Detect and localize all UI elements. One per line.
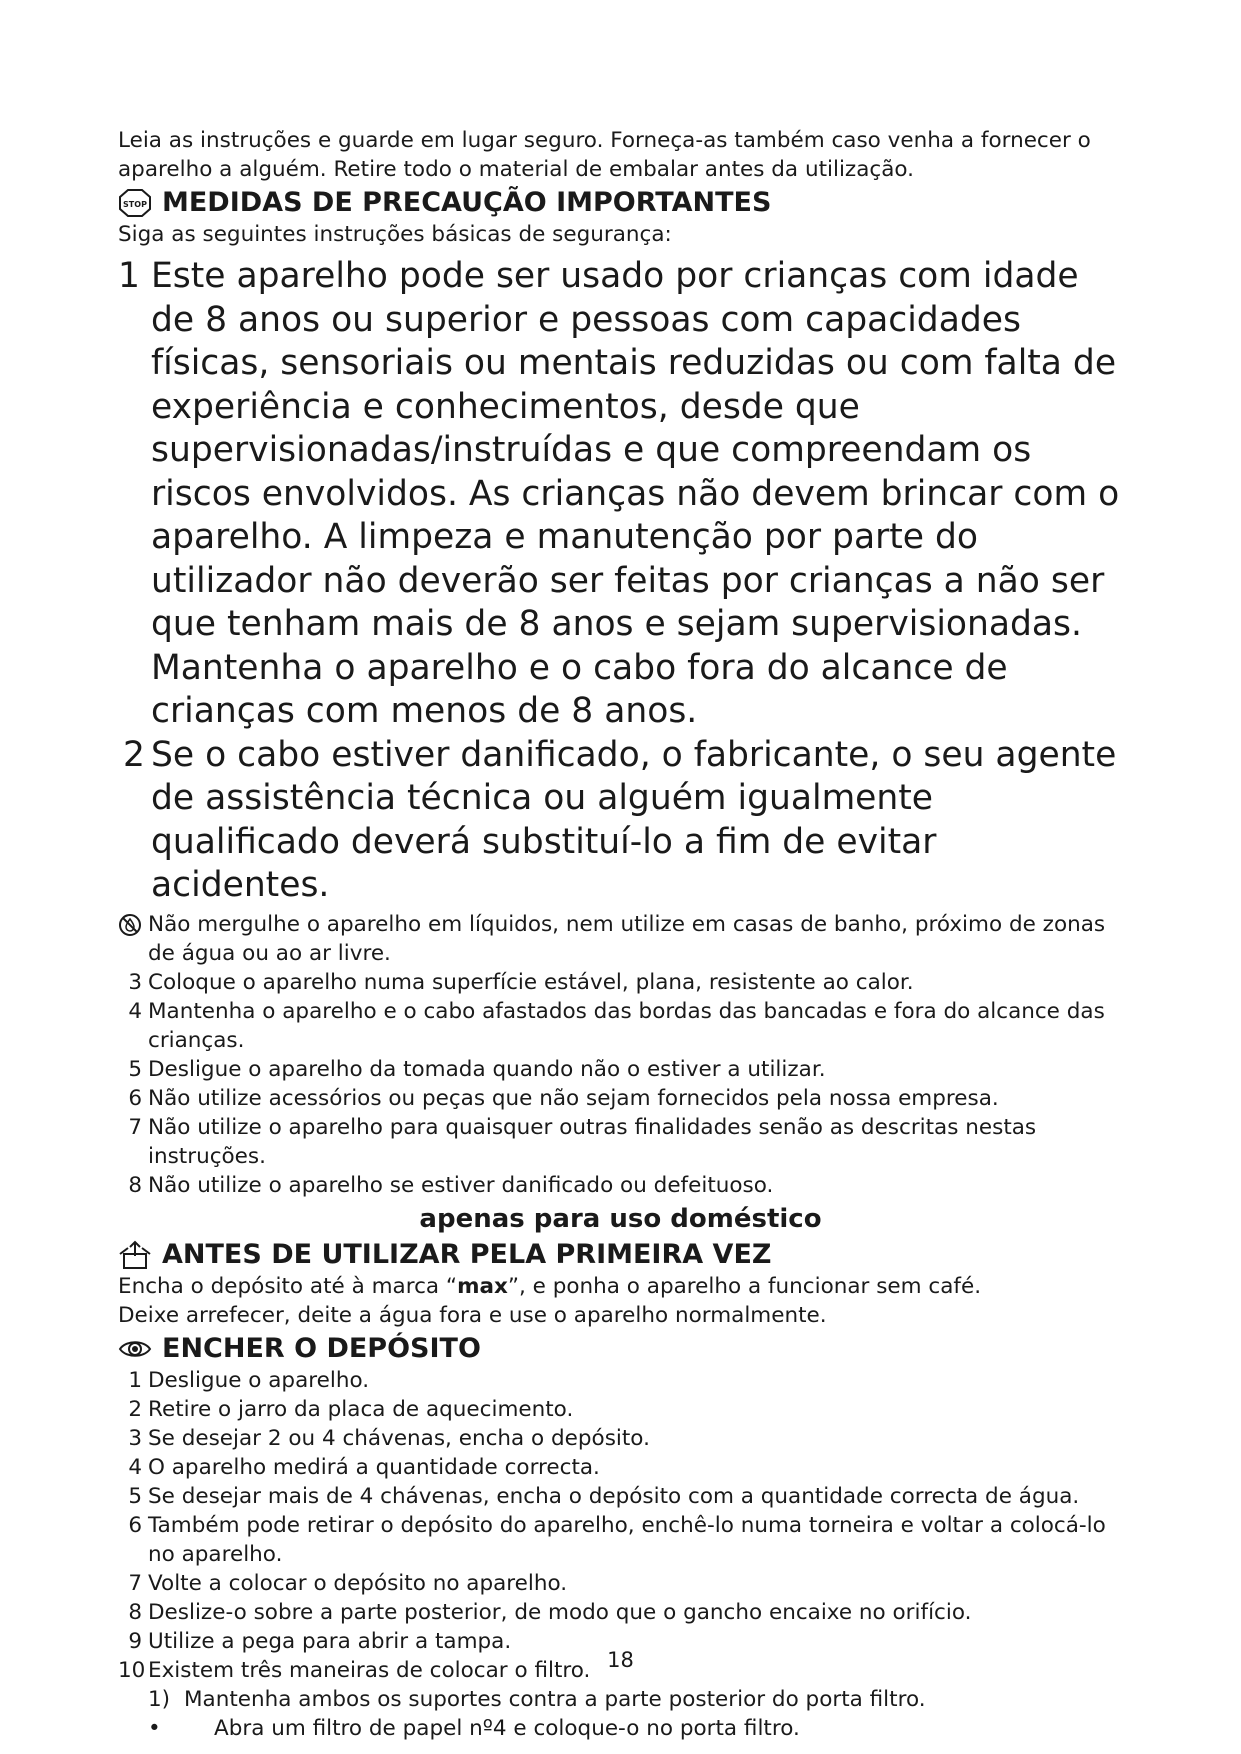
item-text: Retire o jarro da placa de aquecimento.: [148, 1396, 574, 1422]
precautions-heading: [118, 186, 1123, 220]
item-text: Utilize a pega para abrir a tampa.: [148, 1628, 512, 1654]
bullet-text: Abra um filtro de papel nº4 e coloque-o no porta filtro.: [214, 1715, 800, 1741]
item-number: 7: [128, 1570, 142, 1596]
svg-text:STOP: STOP: [123, 200, 147, 209]
item-number: 6: [128, 1085, 142, 1111]
bullet-icon: •: [148, 1715, 161, 1741]
item-text: Não utilize acessórios ou peças que não sejam fornecidos pela nossa empresa.: [148, 1085, 999, 1111]
domestic-use-notice: apenas para uso doméstico: [419, 1203, 822, 1234]
item-number: 5: [128, 1483, 142, 1509]
item-text: Coloque o aparelho numa superfície estável, plana, resistente ao calor.: [148, 969, 914, 995]
document-page: [118, 126, 1123, 1743]
unpack-box-icon: [118, 1240, 154, 1270]
item-number: 3: [128, 1425, 142, 1451]
item-number: 2: [123, 734, 145, 775]
list-item: [118, 1598, 1123, 1627]
no-water-icon: [118, 910, 148, 968]
list-item: [118, 1395, 1123, 1424]
first-use-line-1-post: ”, e ponha o aparelho a funcionar sem café.: [507, 1273, 982, 1299]
eye-icon: [118, 1334, 154, 1364]
item-number: 7: [128, 1114, 142, 1140]
item-text: Este aparelho pode ser usado por crianças com idade de 8 anos ou superior e pessoas com capacidades físicas, sensoriais ou mentais reduzidas ou com falta de experiência e conhecimentos, desde que supervisionadas/instruídas e que compreendam os riscos envolvidos. As crianças não devem brincar com o aparelho. A limpeza e manutenção por parte do utilizador não deverão ser feitas por crianças a não ser que tenham mais de 8 anos e sejam supervisionadas. Mantenha o aparelho e o cabo fora do alcance de crianças com menos de 8 anos.: [151, 256, 1120, 731]
first-use-heading: [118, 1238, 1123, 1272]
item-number: 5: [128, 1056, 142, 1082]
item-number: 6: [128, 1512, 142, 1538]
item-text: Se o cabo estiver danificado, o fabricante, o seu agente de assistência técnica ou alguém igualmente qualificado deverá substituí-lo a fim de evitar acidentes.: [151, 734, 1117, 905]
intro-line-2: aparelho a alguém. Retire todo o material de embalar antes da utilização.: [118, 157, 914, 182]
item-number: 2: [128, 1396, 142, 1422]
sub-list-item: [118, 1685, 1123, 1714]
item-number: 8: [128, 1599, 142, 1625]
item-text: Mantenha o aparelho e o cabo afastados das bordas das bancadas e fora do alcance das crianças.: [148, 998, 1105, 1053]
intro-line-1: Leia as instruções e guarde em lugar seguro. Forneça-as também caso venha a fornecer o: [118, 128, 1091, 153]
sub-item-number: 1): [148, 1686, 171, 1712]
list-item: [118, 1511, 1123, 1569]
no-water-warning: [118, 910, 1123, 968]
item-text: Se desejar 2 ou 4 chávenas, encha o depósito.: [148, 1425, 650, 1451]
item-number: 3: [128, 969, 142, 995]
list-item: [118, 1171, 1123, 1200]
item-text: Volte a colocar o depósito no aparelho.: [148, 1570, 568, 1596]
item-number: 4: [128, 998, 142, 1024]
big-item-2: [123, 734, 1123, 908]
bullet-item: [118, 1714, 1123, 1743]
fill-title: ENCHER O DEPÓSITO: [162, 1332, 481, 1364]
item-text: Existem três maneiras de colocar o filtro.: [148, 1657, 591, 1683]
list-item: [118, 1569, 1123, 1598]
precautions-subtitle: Siga as seguintes instruções básicas de segurança:: [118, 222, 672, 247]
big-item-1: [118, 255, 1123, 734]
item-text: Não utilize o aparelho se estiver danificado ou defeituoso.: [148, 1172, 774, 1198]
item-number: 1: [118, 256, 140, 296]
first-use-line-1-pre: Encha o depósito até à marca “: [118, 1273, 458, 1299]
list-item: [118, 1366, 1123, 1395]
precautions-title: MEDIDAS DE PRECAUÇÃO IMPORTANTES: [162, 187, 772, 218]
first-use-line-1: [118, 1272, 1123, 1301]
item-text: Desligue o aparelho da tomada quando não o estiver a utilizar.: [148, 1056, 826, 1082]
item-text: Desligue o aparelho.: [148, 1367, 370, 1393]
list-item: [118, 1113, 1123, 1171]
item-text: Também pode retirar o depósito do aparelho, enchê-lo numa torneira e voltar a colocá-lo no aparelho.: [148, 1512, 1106, 1567]
max-mark-label: max: [457, 1273, 508, 1299]
list-item: [118, 1055, 1123, 1084]
list-item: [118, 1424, 1123, 1453]
page-number: 18: [607, 1648, 634, 1672]
item-number: 4: [128, 1454, 142, 1480]
list-item: [118, 1482, 1123, 1511]
item-text: Deslize-o sobre a parte posterior, de modo que o gancho encaixe no orifício.: [148, 1599, 972, 1625]
big-items: [118, 255, 1123, 908]
item-text: O aparelho medirá a quantidade correcta.: [148, 1454, 600, 1480]
item-text: Não utilize o aparelho para quaisquer outras finalidades senão as descritas nestas instruções.: [148, 1114, 1037, 1169]
sub-item-text: Mantenha ambos os suportes contra a parte posterior do porta filtro.: [184, 1686, 926, 1712]
no-water-text: Não mergulhe o aparelho em líquidos, nem utilize em casas de banho, próximo de zonas de água ou ao ar livre.: [148, 911, 1106, 966]
stop-sign-icon: [118, 188, 154, 218]
first-use-line-2: Deixe arrefecer, deite a água fora e use o aparelho normalmente.: [118, 1302, 827, 1328]
item-number: 9: [128, 1628, 142, 1654]
fill-steps: [118, 1366, 1123, 1743]
first-use-title: ANTES DE UTILIZAR PELA PRIMEIRA VEZ: [162, 1238, 772, 1270]
item-text: Se desejar mais de 4 chávenas, encha o depósito com a quantidade correcta de água.: [148, 1483, 1080, 1509]
list-item: [118, 1084, 1123, 1113]
fill-heading: [118, 1332, 1123, 1366]
item-number: 1: [128, 1367, 142, 1393]
list-item: [118, 968, 1123, 997]
item-number: 8: [128, 1172, 142, 1198]
item-number: 10: [118, 1657, 146, 1683]
list-item: [118, 1453, 1123, 1482]
list-item: [118, 997, 1123, 1055]
small-items: [118, 968, 1123, 1200]
